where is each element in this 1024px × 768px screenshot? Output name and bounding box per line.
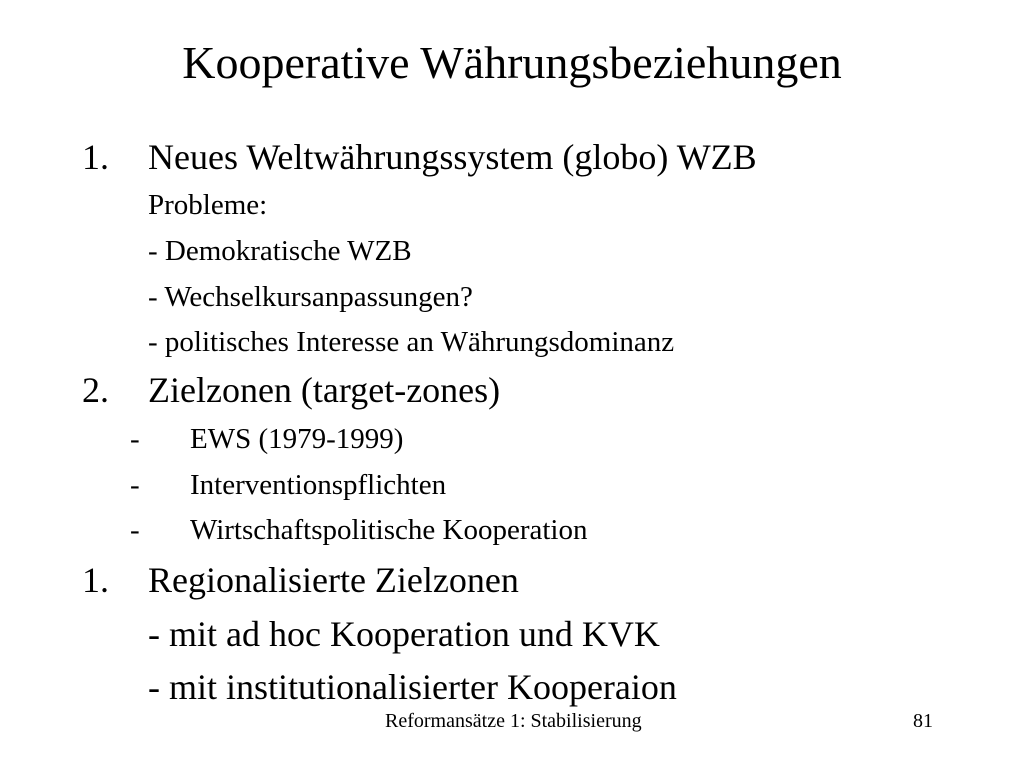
page-number: 81 [913, 710, 933, 732]
item-1-subline-4: - politisches Interesse an Währungsdominanz [148, 326, 675, 358]
item-2-dash-text-2: Interventionspflichten [190, 469, 447, 501]
item-2-dash-2: - [130, 469, 140, 501]
item-3-text: Regionalisierte Zielzonen [148, 560, 519, 600]
item-1-subline-1: Probleme: [148, 189, 268, 221]
item-1-subline-2: - Demokratische WZB [148, 235, 412, 267]
item-3-subline-1: - mit ad hoc Kooperation und KVK [148, 614, 660, 654]
item-1-subline-3: - Wechselkursanpassungen? [148, 281, 473, 313]
item-2-text: Zielzonen (target-zones) [148, 370, 501, 410]
item-1-number: 1. [82, 137, 109, 177]
item-2-number: 2. [82, 370, 109, 410]
item-3-subline-2: - mit institutionalisierter Kooperaion [148, 667, 677, 707]
item-2-dash-text-1: EWS (1979-1999) [190, 423, 404, 455]
item-2-dash-3: - [130, 514, 140, 546]
item-2-dash-text-3: Wirtschaftspolitische Kooperation [190, 514, 588, 546]
slide-title: Kooperative Währungsbeziehungen [182, 37, 842, 88]
footer-label: Reformansätze 1: Stabilisierung [385, 710, 642, 732]
item-3-number: 1. [82, 560, 109, 600]
item-1-text: Neues Weltwährungssystem (globo) WZB [148, 137, 757, 177]
item-2-dash-1: - [130, 423, 140, 455]
